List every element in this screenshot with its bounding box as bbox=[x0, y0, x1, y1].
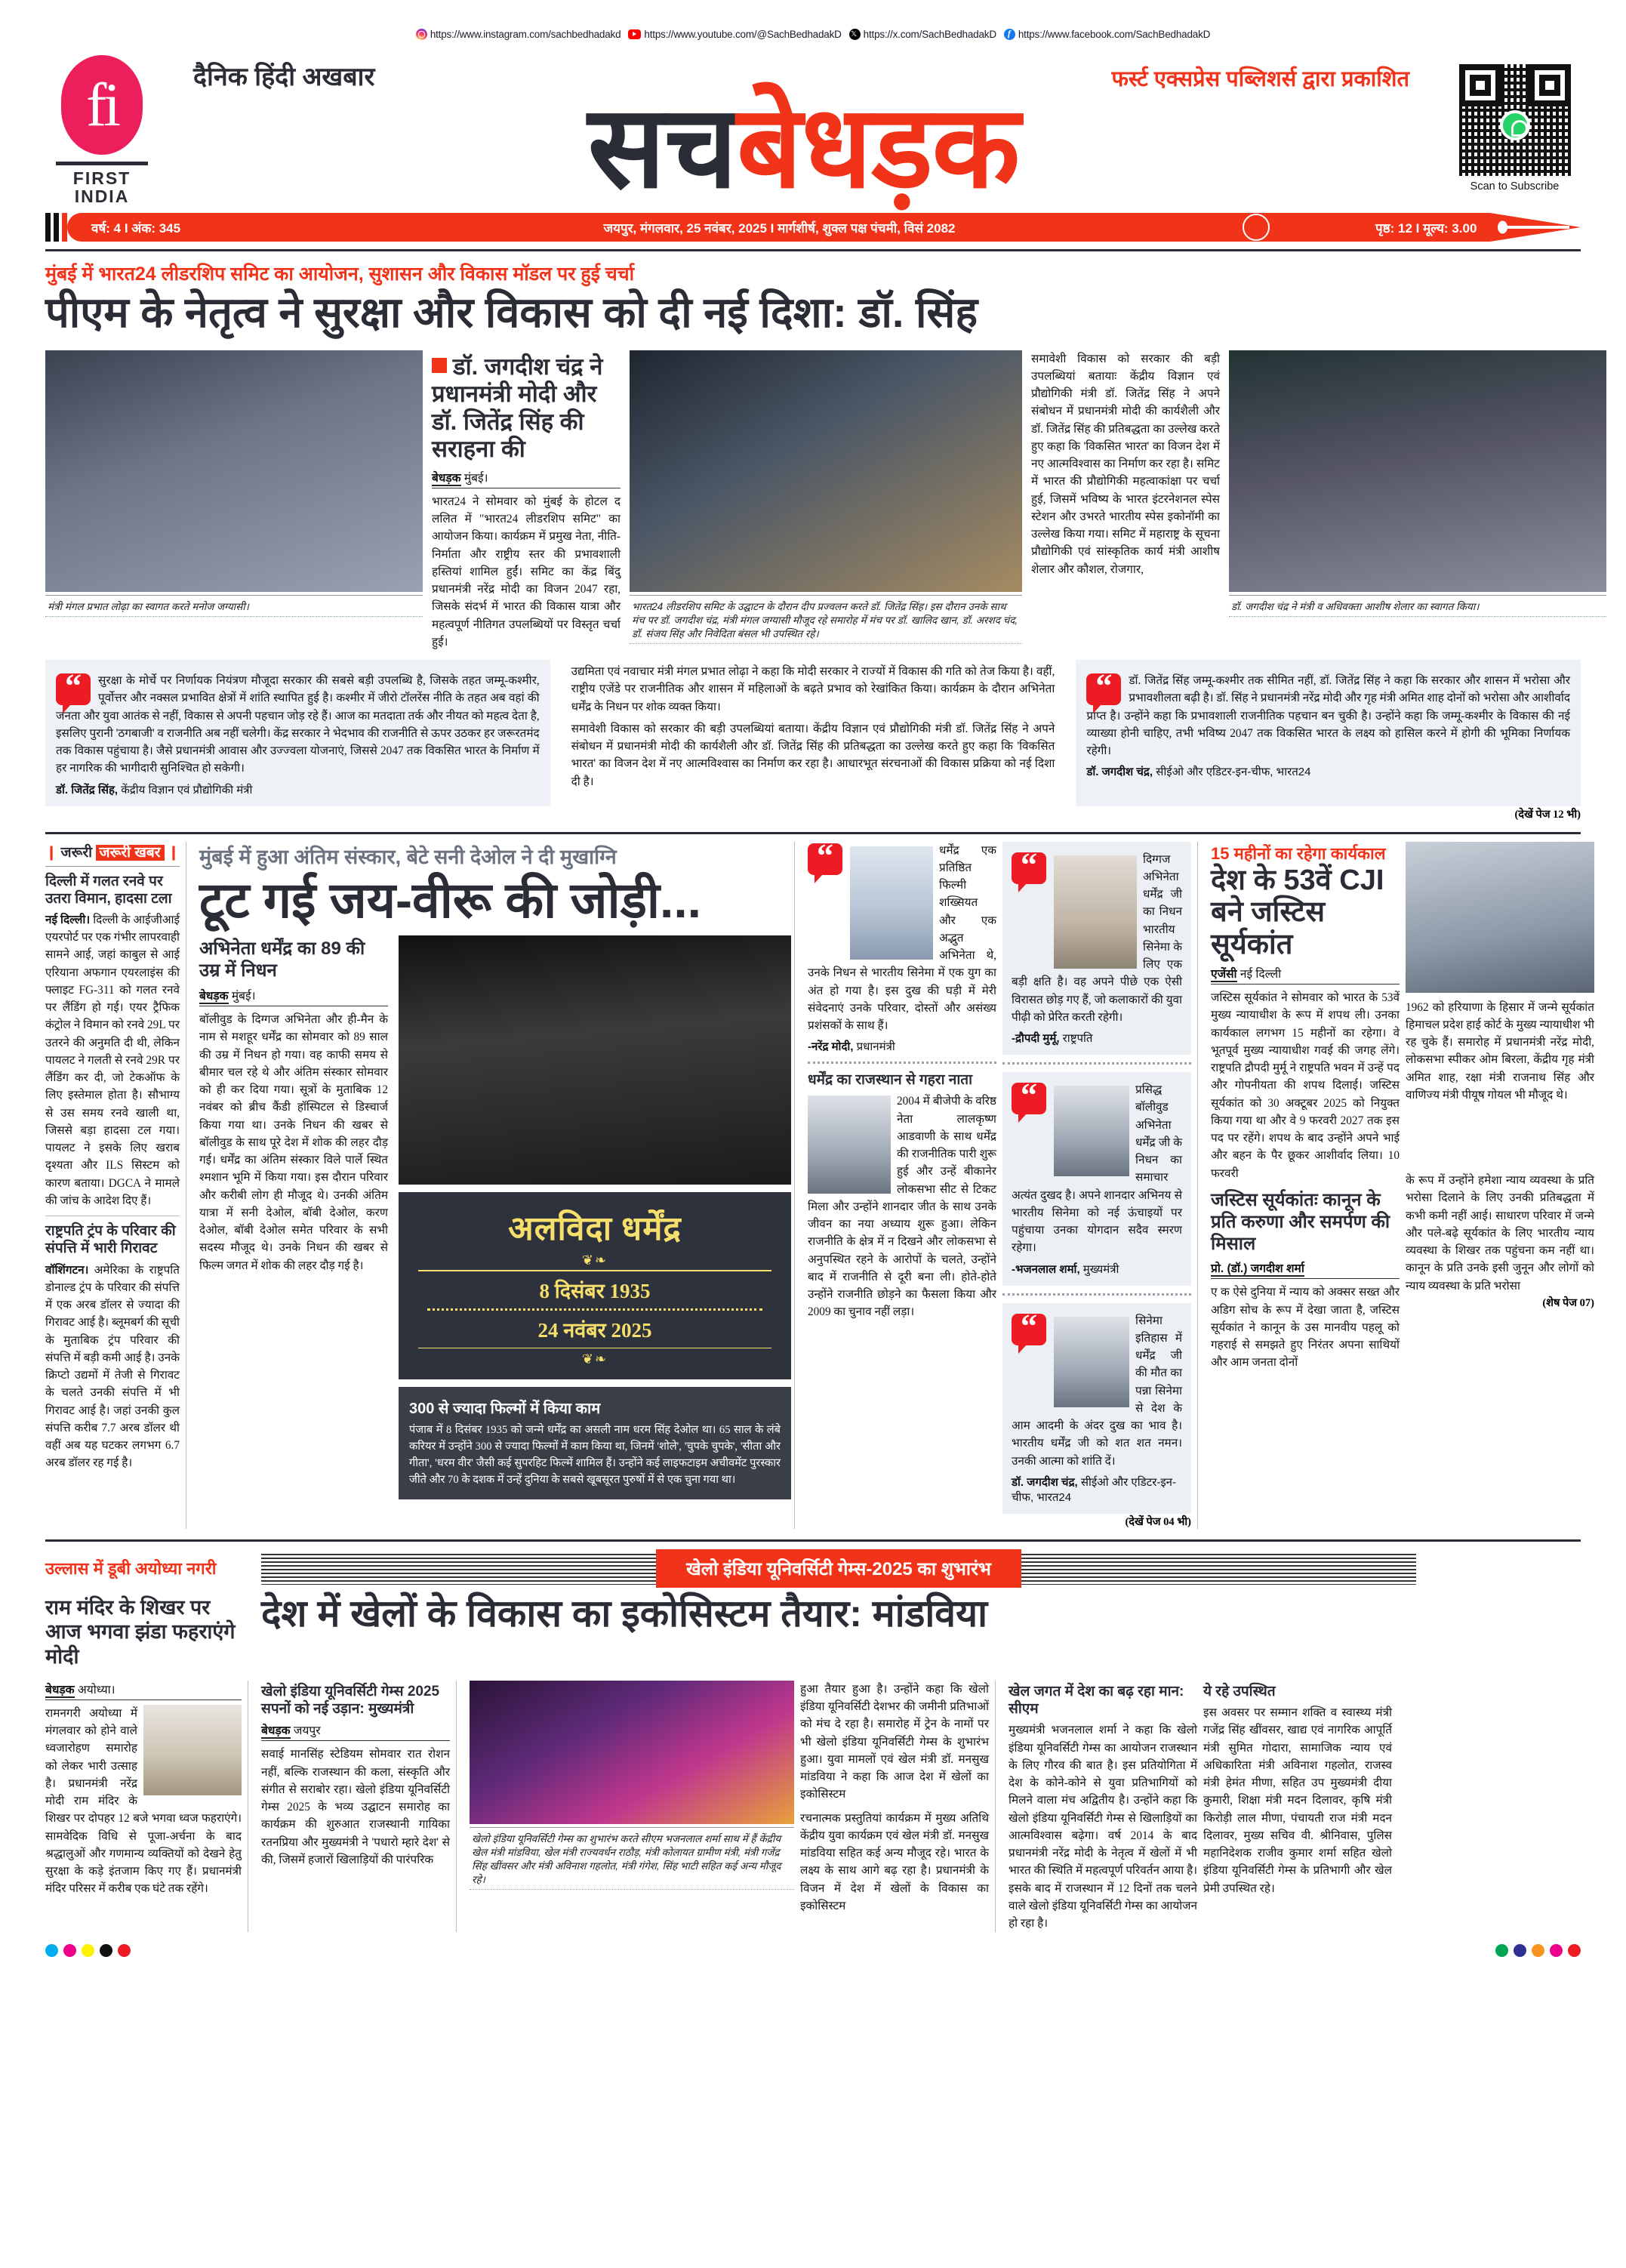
lead-quote-1-name: डॉ. जितेंद्र सिंह, bbox=[56, 783, 119, 797]
sidebar-item-2-dateline: वॉशिंगटन। bbox=[45, 1263, 89, 1277]
memorial-ornament-bottom-icon: ❦❧ bbox=[581, 1351, 608, 1367]
bottom-banner-row bbox=[45, 1542, 1581, 1588]
lead-quote-1-role: केंद्रीय विज्ञान एवं प्रौद्योगिकी मंत्री bbox=[121, 783, 253, 797]
facebook-url: https://www.facebook.com/SachBedhadakD bbox=[1018, 29, 1211, 40]
obituary-byline bbox=[199, 987, 388, 1006]
condolence-1-role: प्रधानमंत्री bbox=[856, 1040, 895, 1054]
condolence-1-name: -नरेंद्र मोदी, bbox=[808, 1040, 854, 1054]
masthead-title-block bbox=[175, 51, 1432, 211]
obituary-text-column bbox=[199, 935, 388, 1499]
sports-headline: देश में खेलों के विकास का इकोसिस्टम तैयार: मांडविया bbox=[261, 1592, 988, 1635]
sports-column-4 bbox=[1203, 1681, 1392, 1932]
condolence-1-attr bbox=[808, 1039, 996, 1054]
condolence-4-role: सीईओ और एडिटर-इन-चीफ, भारत24 bbox=[1012, 1475, 1177, 1504]
obituary-page-hint[interactable]: (देखें पेज 04 भी) bbox=[1125, 1515, 1191, 1528]
sidebar-left bbox=[45, 842, 180, 1529]
pages-and-price: पृष्ठ: 12 I मूल्य: 3.00 bbox=[1369, 213, 1490, 242]
social-link-x[interactable] bbox=[849, 29, 996, 40]
cji-body-col2: 1962 को हरियाणा के हिसार में जन्मे सूर्यकांत हिमाचल प्रदेश हाई कोर्ट के मुख्य न्यायाधीश भी रह चुके हैं। समारोह में प्रधानमंत्री नरेंद्र मोदी, लोकसभा स्पीकर ओम बिरला, केंद्रीय गृह मंत्री अमित शाह, रक्षा मंत्री राजनाथ सिंह और वाणिज्य मंत्री पीयूष गोयल भी मौजूद थे। bbox=[1406, 1000, 1594, 1102]
logo-india-label: INDIA bbox=[74, 186, 130, 207]
lead-quote-1-attr bbox=[56, 782, 540, 797]
footer-color-dots bbox=[0, 1932, 1626, 1957]
modi-photo bbox=[850, 846, 933, 960]
condolence-3 bbox=[1002, 1072, 1191, 1286]
lead-photo-right bbox=[1229, 350, 1606, 592]
sports-column-1 bbox=[261, 1681, 450, 1932]
condolence-2-attr bbox=[1012, 1031, 1182, 1046]
masthead bbox=[0, 46, 1626, 211]
lead-quote-2-text: उद्यमिता एवं नवाचार मंत्री मंगल प्रभात लोढ़ा ने कहा कि मोदी सरकार ने राज्यों में विकास की गति को तेज किया है। वहीं, राष्ट्रीय एजेंडे पर राजनीतिक और शासन में महिलाओं के बढ़ते प्रभाव को रेखांकित किया। कार्यक्रम के दौरान अभिनेता धर्मेंद्र के निधन पर शोक व्यक्त किया। bbox=[571, 665, 1055, 713]
bottom-columns-grid bbox=[45, 1673, 1581, 1932]
tagline-right: फर्स्ट एक्सप्रेस पब्लिशर्स द्वारा प्रकाशित bbox=[1111, 67, 1409, 91]
ayodhya-byline bbox=[45, 1681, 242, 1700]
vertical-divider-2 bbox=[794, 842, 802, 1529]
dharmendra-politics-photo bbox=[808, 1095, 891, 1194]
memorial-name: अलविदा धर्मेंद्र bbox=[508, 1210, 682, 1248]
memorial-dotted-rule bbox=[427, 1308, 762, 1311]
middle-section bbox=[0, 834, 1626, 1529]
condolence-2-name: -द्रौपदी मुर्मू, bbox=[1012, 1032, 1060, 1046]
cji-sub-headline: जस्टिस सूर्यकांतः कानून के प्रति करुणा और समर्पण की मिसाल bbox=[1211, 1189, 1390, 1254]
lead-quote-1-text: सुरक्षा के मोर्चे पर निर्णायक नियंत्रण मौजूदा सरकार की सबसे बड़ी उपलब्धि है, जिसके तहत जम्मू-कश्मीर, पूर्वोत्तर और नक्सल प्रभावित क्षेत्रों में शांति स्थापित हुई है। कश्मीर में जीरो टॉलरेंस नीति के तहत अब वहां की जनता और युवा आतंक से नहीं, विकास से अपनी पहचान जोड़ रहे हैं। आज का मतदाता तर्क और नीयत को महत्व देता है, इसलिए पुरानी 'ठगबाजी' व राजनीति अब नहीं चलेगी। केंद्र सरकार ने भेदभाव की राजनीति से ऊपर उठकर हर जरूरतमंद तक विकास पहुंचाया है। जैसे प्रधानमंत्री आवास और उज्ज्वला योजनाएं, जिससे 2047 तक विकसित भारत के निर्माण में हर नागरिक की भागीदारी सुनिश्चित हो सकेगी। bbox=[56, 674, 540, 775]
obituary-main bbox=[199, 842, 788, 1529]
obituary-byline-source: बेधड़क bbox=[199, 990, 229, 1003]
vertical-divider-3 bbox=[1197, 842, 1205, 1529]
ayodhya-body: रामनगरी अयोध्या में मंगलवार को होने वाले ध्वजारोहण समारोह को लेकर भारी उत्साह है। प्रधानमंत्री नरेंद्र मोदी राम मंदिर के शिखर पर दोपहर 12 बजे भगवा ध्वज फहराएंगे। सामवेदिक विधि से पूजा-अर्चना के बाद श्रद्धालुओं और गणमान्य व्यक्तियों को देखने हेतु सुरक्षा के कड़े इंतजाम किए गए हैं। प्रधानमंत्री मंदिर परिसर में करीब एक घंटे तक रहेंगे। bbox=[45, 1706, 242, 1896]
condolence-1-text: धर्मेंद्र एक प्रतिष्ठित फिल्मी शख्सियत और एक अद्भुत अभिनेता थे, उनके निधन से भारतीय सिनेमा में एक युग का अंत हो गया है। इस दुख की घड़ी में मेरी संवेदनाएं उनके परिवार, दोस्तों और असंख्य प्रशंसकों के साथ हैं। bbox=[808, 843, 996, 1033]
lead-subhead-column bbox=[432, 350, 621, 652]
lead-quote-3-role: सीईओ और एडिटर-इन-चीफ, भारत24 bbox=[1156, 766, 1311, 779]
lead-quote-row bbox=[45, 651, 1581, 806]
logo-divider-bar bbox=[56, 162, 148, 165]
condolence-separator-a bbox=[808, 1062, 996, 1064]
logo-first-label: FIRST bbox=[72, 168, 131, 188]
lead-body-col2-block bbox=[1031, 350, 1220, 652]
lead-sub-headline: डॉ. जगदीश चंद्र ने प्रधानमंत्री मोदी और डॉ. जितेंद्र सिंह की सराहना की bbox=[432, 353, 603, 463]
quote-mark-icon: “ bbox=[56, 673, 91, 705]
sports-sub2-text: मुख्यमंत्री भजनलाल शर्मा ने कहा कि खेलो इंडिया यूनिवर्सिटी गेम्स का आयोजन राजस्थान के लिए गौरव की बात है। इस प्रतियोगिता में देश के कोने-कोने से युवा प्रतिभागियों को मिलने वाला मंच अद्वितीय है। उन्होंने कहा कि खेलो इंडिया यूनिवर्सिटी गेम्स से खिलाड़ियों का आत्मविश्वास बढ़ेगा। वर्ष 2014 के बाद प्रधानमंत्री नरेंद्र मोदी के नेतृत्व में खेलों में भी भारत की स्थिति में महत्वपूर्ण परिवर्तन आया है। इसके बाद में राजस्थान में 12 दिनों तक चलने वाले खेलो इंडिया यूनिवर्सिटी गेम्स का आयोजन हो रहा है। bbox=[1009, 1724, 1197, 1931]
instagram-url: https://www.instagram.com/sachbedhadakd bbox=[430, 29, 621, 40]
pen-nib-icon bbox=[1490, 213, 1581, 242]
memorial-died-date: 24 नवंबर 2025 bbox=[537, 1318, 652, 1342]
lead-page-hint[interactable]: (देखें पेज 12 भी) bbox=[1514, 808, 1581, 821]
lead-photo-center-caption: भारत24 लीडरशिप समिट के उद्घाटन के दौरान दीप प्रज्वलन करते डॉ. जितेंद्र सिंह। इस दौरान उनके साथ मंच पर डॉ. जगदीश चंद्र, मंत्री मंगल जग्यासी मौजूद रहे समारोह में मंच पर डॉ. खालिद खान, डॉ. अरशद चंद, डॉ. संजय सिंह और निवेदिता बंसल भी उपस्थित रहे। bbox=[630, 595, 1022, 644]
condolence-separator-c bbox=[1002, 1293, 1191, 1296]
cji-page-hint[interactable]: (शेष पेज 07) bbox=[1542, 1296, 1594, 1309]
sports-column-2 bbox=[800, 1681, 989, 1932]
lead-body-col2: समावेशी विकास को सरकार की बड़ी उपलब्धियां बतायाः केंद्रीय विज्ञान एवं प्रौद्योगिकी मंत्री डॉ. जितेंद्र सिंह ने अपने संबोधन में प्रधानमंत्री मोदी की कार्यशैली और डॉ. जितेंद्र सिंह की प्रतिबद्धता का उल्लेख करते हुए कहा कि 'विकसित भारत' का विजन देश में नए आत्मविश्वास का निर्माण कर रहा है। समिट में भारत की प्रौद्योगिकी महत्वाकांक्षा पर चर्चा हुई, जिसमें भविष्य के भारत इंटरनेशनल स्पेस स्टेशन और उभरते भारतीय स्पेस इकोनॉमी का उल्लेख किया गया। समिट में महाराष्ट्र के सूचना प्रौद्योगिकी एवं सांस्कृतिक कार्य मंत्री आशीष शेलार और कौशल, रोजगार, bbox=[1031, 352, 1220, 576]
youtube-url: https://www.youtube.com/@SachBedhadakD bbox=[644, 29, 842, 40]
condolence-3-text: प्रसिद्ध बॉलीवुड अभिनेता धर्मेंद्र जी के निधन का समाचार अत्यंत दुखद है। अपने शानदार अभिनय से भारतीय सिनेमा को नई ऊंचाइयों पर पहुंचाया उनका योगदान सदैव स्मरण रहेगा। bbox=[1012, 1083, 1182, 1255]
lead-photo-left-block bbox=[45, 350, 423, 652]
red-square-bullet-icon bbox=[432, 358, 447, 373]
datebar bbox=[45, 213, 1581, 242]
vertical-divider-1 bbox=[186, 842, 193, 1529]
sports-sub1-byline-source: बेधड़क bbox=[261, 1724, 291, 1738]
quote-mark-icon: “ bbox=[1012, 1314, 1046, 1345]
sports-col2-text: हुआ तैयार हुआ है। उन्होंने कहा कि खेलो इंडिया यूनिवर्सिटी देशभर की जमीनी प्रतिभाओं को मंच दे रहा है। समारोह में ट्रेन के नामों पर भी खेलो इंडिया यूनिवर्सिटी गेम्स के शुभारंभ हुआ। युवा मामलों एवं खेल मंत्री डॉ. मनसुख मांडविया ने कहा कि आज देश में खेलों का इकोसिस्टम bbox=[800, 1682, 989, 1801]
sports-sub2-title: खेल जगत में देश का बढ़ रहा मान: सीएम bbox=[1009, 1683, 1184, 1718]
youtube-icon bbox=[628, 29, 641, 39]
sidebar-item-1-dateline: नई दिल्ली। bbox=[45, 913, 91, 926]
datebar-main bbox=[67, 213, 1369, 242]
cji-column-2 bbox=[1406, 842, 1594, 1529]
dharmendra-photo bbox=[399, 935, 791, 1185]
quote-mark-icon: “ bbox=[808, 843, 842, 875]
instagram-icon bbox=[416, 29, 427, 40]
sidebar-section-tag: ❙ जरूरी जरूरी खबर ❙ bbox=[45, 842, 180, 867]
murmu-photo bbox=[1054, 855, 1137, 969]
memorial-born-date: 8 दिसंबर 1935 bbox=[539, 1279, 651, 1302]
vertical-divider-4 bbox=[248, 1681, 255, 1932]
tagline-left: दैनिक हिंदी अखबार bbox=[193, 63, 375, 91]
condolence-4-text: सिनेमा इतिहास में धर्मेंद्र जी की मौत का पन्ना सिनेमा से देश के आम आदमी के अंदर दुख का भाव है। भारतीय धर्मेंद्र जी को शत शत नमन। उनकी आत्मा को शांति दें। bbox=[1012, 1314, 1182, 1468]
sidebar-item-2-text: वॉशिंगटन। अमेरिका के राष्ट्रपति डोनाल्ड ट्रंप के परिवार की संपत्ति में एक अरब डॉलर से ज्यादा की गिरावट आई है। ब्लूमबर्ग की सूची के मुताबिक ट्रंप परिवार की संपत्ति में बड़ी कमी आई है। उनके क्रिप्टो उद्यमों में तेजी से गिरावट के चलते उनकी संपत्ति में भी गिरावट आई है। जहां उनकी कुल संपत्ति करीब 7.7 अरब डॉलर थी वहीं अब यह घटकर लगभग 6.7 अरब डॉलर रह गई है। bbox=[45, 1263, 180, 1470]
lead-photo-right-block bbox=[1229, 350, 1606, 652]
sports-sub1-title: खेलो इंडिया यूनिवर्सिटी गेम्स 2025 सपनों को नई उड़ान: मुख्यमंत्री bbox=[261, 1683, 440, 1718]
qr-caption: Scan to Subscribe bbox=[1470, 180, 1560, 193]
lead-quote-1 bbox=[45, 660, 550, 806]
ayodhya-headline: राम मंदिर के शिखर पर आज भगवा झंडा फहराएंगे मोदी bbox=[45, 1595, 236, 1668]
lead-quote-3 bbox=[1076, 660, 1581, 806]
cji-swearing-photo bbox=[1406, 842, 1594, 993]
middle-grid bbox=[45, 834, 1594, 1529]
color-dot-cyan bbox=[45, 1944, 58, 1957]
datebar-bars-icon bbox=[45, 213, 67, 242]
condolence-2 bbox=[1002, 842, 1191, 1055]
films-darkbox-title: 300 से ज्यादा फिल्मों में किया काम bbox=[409, 1401, 601, 1418]
sports-photo-caption: खेलो इंडिया यूनिवर्सिटी गेम्स का शुभारंभ करते सीएम भजनलाल शर्मा साथ में हैं केंद्रीय खेल मंत्री मांडविया, खेल मंत्री राज्यवर्धन राठौड़, मंत्री कोलायत ग्रामीण मंत्री, मंत्री गजेंद्र सिंह खींवसर और मंत्री अविनाश गहलोत, मंत्री गंगेश, सिंह भाटी सहित कई अन्य मौजूद रहे। bbox=[470, 1827, 794, 1890]
vertical-divider-6 bbox=[995, 1681, 1002, 1932]
cji-kicker: 15 महीनों का रहेगा कार्यकाल bbox=[1211, 843, 1386, 863]
obituary-byline-place: मुंबई। bbox=[231, 990, 256, 1003]
khelo-india-opening-photo bbox=[470, 1681, 794, 1824]
lead-grid bbox=[45, 344, 1581, 652]
memorial-box bbox=[399, 1192, 791, 1379]
obituary-subhead: अभिनेता धर्मेंद्र का 89 की उम्र में निधन bbox=[199, 938, 365, 981]
sports-sub3-title: ये रहे उपस्थित bbox=[1203, 1683, 1276, 1699]
obituary-body: बॉलीवुड के दिग्गज अभिनेता और ही-मैन के नाम से मशहूर धर्मेंद्र का सोमवार को 89 साल की उम्र में निधन हो गया। वह काफी समय से बीमार चल रहे थे और अंतिम संस्कार सोमवार को ही कर दिया गया। सूत्रों के मुताबिक 12 नवंबर को ब्रीच कैंडी हॉस्पिटल से डिस्चार्ज किया गया था। उनके निधन की खबर से बॉलीवुड के साथ पूरे देश में शोक की लहर दौड़ गई। धर्मेंद्र का अंतिम संस्कार विले पार्ले स्थित श्मशान भूमि में किया गया। इस दौरान परिवार और करीबी लोग ही मौजूद थे। उनकी अंतिम यात्रा में सनी देओल, बॉबी देओल, करण देओल, बॉबी देओल समेत परिवार के सभी सदस्य मौजूद थे। उनके निधन की खबर से फिल्म जगत में शोक की लहर दौड़ गई है। bbox=[199, 1013, 388, 1272]
vertical-divider-5 bbox=[456, 1681, 463, 1932]
cji-headline: देश के 53वें CJI बने जस्टिस सूर्यकांत bbox=[1211, 864, 1384, 960]
memorial-rule-top bbox=[418, 1270, 771, 1271]
lead-quote-2 bbox=[561, 660, 1066, 806]
nameplate-bedhadak: बेधड़क bbox=[736, 83, 1020, 211]
cji-sub-col1: ए क ऐसे दुनिया में न्याय को अक्सर सख्त और अडिग सोच के रूप में देखा जाता है, जस्टिस सूर्यकांत ने कानून के उस मानवीय पहलू को गहराई से समझते हुए निरंतर अपना साथियों और आम जनता दोनों bbox=[1211, 1286, 1400, 1370]
cji-sub-byline: प्रो. (डॉ.) जगदीश शर्मा bbox=[1211, 1259, 1400, 1279]
sports-photo-column bbox=[470, 1681, 794, 1932]
cji-column-1 bbox=[1211, 842, 1400, 1529]
x-url: https://x.com/SachBedhadakD bbox=[863, 29, 996, 40]
bottom-headline-row bbox=[45, 1588, 1581, 1673]
ayodhya-byline-place: अयोध्या। bbox=[77, 1683, 115, 1696]
films-darkbox-text: पंजाब में 8 दिसंबर 1935 को जन्मे धर्मेंद्र का असली नाम धरम सिंह देओल था। 65 साल के लंबे करियर में उन्होंने 300 से ज्यादा फिल्मों में काम किया था, जिनमें 'शोले', 'चुपके चुपके', 'सीता और गीता', 'धरम वीर' जैसी कई सुपरहिट फिल्में शामिल हैं। उन्होंने कई लाइफटाइम अचीवमेंट पुरस्कार जीते और 70 के दशक में उन्हें दुनिया के सबसे खूबसूरत पुरुषों में से एक चुना गया था। bbox=[409, 1424, 781, 1487]
bhajanlal-sharma-photo bbox=[1054, 1086, 1129, 1176]
modi-temple-photo bbox=[143, 1705, 242, 1795]
lead-kicker: मुंबई में भारत24 लीडरशिप समिट का आयोजन, सुशासन और विकास मॉडल पर हुई चर्चा bbox=[45, 263, 635, 285]
lead-body-col1: भारत24 ने सोमवार को मुंबई के होटल द ललित में "भारत24 लीडरशिप समिट" का आयोजन किया। कार्यक्रम में प्रमुख नेता, नीति-निर्माता और राष्ट्रीय स्तर की प्रभावशाली हस्तियां शामिल हुईं। समिट का केंद्र बिंदु प्रधानमंत्री नरेंद्र मोदी का विजन 2047 रहा, जिसके संदर्भ में भारत की विकास यात्रा और महत्वपूर्ण नीतिगत उपलब्धियों पर विस्तृत चर्चा हुई। bbox=[432, 495, 621, 649]
condolence-column-a bbox=[808, 837, 996, 1529]
facebook-icon bbox=[1004, 29, 1015, 40]
lead-quote-3-attr bbox=[1086, 764, 1570, 779]
color-dot-red bbox=[118, 1944, 131, 1957]
issue-number: वर्ष: 4 I अंक: 345 bbox=[91, 220, 181, 236]
sidebar-item-1-title[interactable]: दिल्ली में गलत रनवे पर उतरा विमान, हादसा टला bbox=[45, 873, 172, 907]
obituary-upper-grid bbox=[199, 935, 788, 1499]
publication-date: जयपुर, मंगलवार, 25 नवंबर, 2025 I मार्गशीर्ष, शुक्ल पक्ष पंचमी, विसं 2082 bbox=[603, 220, 956, 236]
lead-photo-left bbox=[45, 350, 423, 592]
sports-col3-text: रचनात्मक प्रस्तुतियां कार्यक्रम में मुख्य अतिथि केंद्रीय युवा कार्यक्रम एवं खेल मंत्री डॉ. मनसुख मांडविया सहित कई अन्य मौजूद रहे। भारत के लक्ष्य के साथ आगे बढ़ रहा है। प्रधानमंत्री के विजन में देश में खेलों के विकास का इकोसिस्टम bbox=[800, 1811, 989, 1912]
quote-mark-icon: “ bbox=[1012, 852, 1046, 884]
datebar-circle-ornament bbox=[1243, 214, 1270, 241]
sports-sub1-text: सवाई मानसिंह स्टेडियम सोमवार रात रोशन नहीं, बल्कि राजस्थान की कला, संस्कृति और संगीत से सराबोर रहा। खेलो इंडिया यूनिवर्सिटी गेम्स 2025 के भव्य उद्घाटन समारोह का कार्यक्रम की शुरुआत राजस्थानी गायिका रतनप्रिया और मुख्यमंत्री ने 'पधारो म्हारे देश' से की, जिसमें हजारों खिलाड़ियों की पारंपरिक bbox=[261, 1748, 450, 1866]
ayodhya-byline-source: बेधड़क bbox=[45, 1683, 75, 1696]
color-dot-black bbox=[100, 1944, 112, 1957]
quote-mark-icon: “ bbox=[1012, 1083, 1046, 1114]
sports-sub1-byline-place: जयपुर bbox=[293, 1724, 321, 1738]
hatch-ornament-left bbox=[261, 1552, 656, 1585]
memorial-rule-bottom bbox=[418, 1348, 771, 1349]
lead-byline-source: बेधड़क bbox=[432, 471, 461, 485]
lead-quote-3-text: डॉ. जितेंद्र सिंह जम्मू-कश्मीर तक सीमित नहीं, डॉ. जितेंद्र सिंह ने कहा कि सरकार और शासन में भरोसा और प्रभावशीलता बढ़ी है। डॉ. सिंह ने प्रधानमंत्री नरेंद्र मोदी और गृह मंत्री अमित शाह दोनों को भरोसा और आशीर्वाद प्राप्त है। उन्होंने कहा कि प्रभावशाली राजनीतिक पहचान बन चुकी है। उन्होंने कहा कि जम्मू-कश्मीर के विकास की नई व्याख्या होनी चाहिए, तभी भविष्य 2047 तक विकसित भारत के लक्ष्य को हासिल करने में होगी की भूमिका निर्णायक रहेगी। bbox=[1086, 674, 1571, 758]
social-links-strip bbox=[0, 0, 1626, 46]
color-dot-orange bbox=[1532, 1944, 1544, 1957]
rajasthan-box-title: धर्मेंद्र का राजस्थान से गहरा नाता bbox=[808, 1072, 972, 1089]
obituary-headline: टूट गई जय-वीरू की जोड़ी... bbox=[199, 871, 702, 928]
lead-headline: पीएम के नेतृत्व ने सुरक्षा और विकास को दी नई दिशा: डॉ. सिंह bbox=[45, 288, 978, 336]
condolence-2-text: दिग्गज अभिनेता धर्मेंद्र जी का निधन भारतीय सिनेमा के लिए एक बड़ी क्षति है। वह अपने पीछे एक ऐसी विरासत छोड़ गए हैं, जो कलाकारों की युवा पीढ़ी को प्रेरित करती रहेगी। bbox=[1012, 852, 1182, 1024]
color-dot-green bbox=[1495, 1944, 1508, 1957]
lead-photo-center-block bbox=[630, 350, 1022, 652]
sidebar-item-2-title[interactable]: राष्ट्रपति ट्रंप के परिवार की संपत्ति में भारी गिरावट bbox=[45, 1223, 176, 1257]
condolence-4-attr bbox=[1012, 1475, 1182, 1505]
color-dots-left bbox=[45, 1944, 131, 1957]
social-link-youtube[interactable] bbox=[628, 29, 841, 40]
sports-banner-label: खेलो इंडिया यूनिवर्सिटी गेम्स-2025 का शुभारंभ bbox=[656, 1549, 1021, 1588]
qr-code-icon[interactable] bbox=[1459, 64, 1571, 176]
cji-byline-place: नई दिल्ली bbox=[1240, 968, 1282, 981]
subscribe-qr-block[interactable] bbox=[1449, 51, 1581, 193]
logo-fi-text: fi bbox=[85, 70, 119, 139]
obituary-photo-column bbox=[399, 935, 791, 1499]
lead-story bbox=[0, 251, 1626, 821]
color-dot-yellow bbox=[82, 1944, 94, 1957]
memorial-ornament-top-icon: ❦❧ bbox=[581, 1253, 608, 1268]
bottom-section bbox=[0, 1542, 1626, 1933]
sports-sub1-byline bbox=[261, 1721, 450, 1741]
cji-sub-col2: के रूप में उन्होंने हमेशा न्याय व्यवस्था के प्रति भरोसा दिलाने के लिए उनकी प्रतिबद्धता में कभी कमी नहीं आई। साधारण परिवार में जन्मे और पले-बढ़े सूर्यकांत के लिए भारतीय न्याय व्यवस्था के शिखर तक पहुंचना कम नहीं था। कानून के प्रति उनके इसी जुनून और लोगों को न्याय व्यवस्था के प्रति भरोसा bbox=[1406, 1174, 1594, 1293]
lead-photo-center bbox=[630, 350, 1022, 592]
sports-sub3-text: इस अवसर पर सम्मान शक्ति व स्वास्थ्य मंत्री गजेंद्र सिंह खींवसर, खाद्य एवं नागरिक आपूर्ति मंत्री सुमित गोदारा, सामाजिक न्याय एवं अधिकारिता मंत्री अविनाश गहलोत, राजस्व मंत्री हेमंत मीणा, सहित उप मुख्यमंत्री दीया कुमारी, शिक्षा मंत्री मदन दिलावर, कृषि मंत्री किरोड़ी लाल मीणा, पंचायती राज मंत्री मदन दिलावर, मुख्य सचिव वी. श्रीनिवास, पुलिस महानिदेशक राजीव कुमार शर्मा सहित खेलो इंडिया यूनिवर्सिटी गेम्स के प्रतिभागी और खेल प्रेमी उपस्थित रहे। bbox=[1203, 1706, 1392, 1895]
first-india-logo-mark bbox=[61, 55, 143, 155]
rajasthan-box bbox=[808, 1071, 996, 1320]
jagdish-chandra-photo bbox=[1054, 1317, 1129, 1407]
lead-photo-left-caption: मंत्री मंगल प्रभात लोढ़ा का स्वागत करते मनोज जग्यासी। bbox=[45, 595, 423, 617]
obituary-kicker: मुंबई में हुआ अंतिम संस्कार, बेटे सनी देओल ने दी मुखाग्नि bbox=[199, 845, 617, 868]
condolence-column-b bbox=[1002, 842, 1191, 1529]
condolence-3-name: -भजनलाल शर्मा, bbox=[1012, 1262, 1080, 1276]
x-twitter-icon bbox=[849, 29, 861, 40]
lead-quote-2-extra: समावेशी विकास को सरकार की बड़ी उपलब्धियां बताया। केंद्रीय विज्ञान एवं प्रौद्योगिकी मंत्री डॉ. जितेंद्र सिंह ने अपने संबोधन में प्रधानमंत्री मोदी की कार्यशैली और डॉ. जितेंद्र सिंह की प्रतिबद्धता का उल्लेख करते हुए कहा कि 'विकसित भारत' का विजन देश में नए आत्मविश्वास का निर्माण कर रहा है। आधारभूत संरचनाओं की विकास प्रक्रिया को नई दिशा दी है। bbox=[571, 722, 1055, 788]
color-dot-blue bbox=[1514, 1944, 1526, 1957]
condolence-3-attr bbox=[1012, 1262, 1182, 1277]
hatch-ornament-right bbox=[1021, 1552, 1416, 1585]
quote-mark-icon: “ bbox=[1086, 673, 1121, 705]
lead-byline bbox=[432, 469, 621, 488]
cji-body-col1: जस्टिस सूर्यकांत ने सोमवार को भारत के 53वें मुख्य न्यायाधीश के रूप में शपथ ली। उनका कार्यकाल लगभग 15 महीनों का रहेगा। वे भूतपूर्व मुख्य न्यायाधीश गवई की जगह लेंगे। राष्ट्रपति द्रौपदी मुर्मू ने राष्ट्रपति भवन में उन्हें पद और गोपनीयता की शपथ दिलाई। जस्टिस सूर्यकांत को 30 अक्टूबर 2025 को नियुक्त किया गया था और वे 9 फरवरी 2027 तक इस पद पर रहेंगे। शपथ के बाद उन्होंने अपने भाई और बहन के पैर छूकर आशीर्वाद लिया। 10 फरवरी bbox=[1211, 991, 1400, 1180]
condolence-2-role: राष्ट्रपति bbox=[1062, 1032, 1093, 1046]
nameplate bbox=[175, 83, 1432, 211]
condolence-1 bbox=[808, 837, 996, 1055]
condolence-3-role: मुख्यमंत्री bbox=[1082, 1262, 1119, 1276]
lead-byline-place: मुंबई। bbox=[463, 471, 488, 485]
condolence-4-name: डॉ. जगदीश चंद्र, bbox=[1012, 1475, 1078, 1489]
whatsapp-icon bbox=[1500, 110, 1530, 140]
sports-banner bbox=[261, 1549, 1416, 1588]
lead-quote-3-name: डॉ. जगदीश चंद्र, bbox=[1086, 766, 1153, 779]
color-dot-red-2 bbox=[1568, 1944, 1581, 1957]
social-link-instagram[interactable] bbox=[416, 29, 621, 40]
sidebar-item-1-text: नई दिल्ली। दिल्ली के आईजीआई एयरपोर्ट पर एक गंभीर लापरवाही सामने आई, जहां काबुल से आई एरियाना अफगान एयरलाइंस की फ्लाइट FG-311 को गलत रनवे पर लैंडिंग हो गई। एयर ट्रैफिक कंट्रोल ने विमान को रनवे 29L पर उतरने की अनुमति दी थी, लेकिन पायलट ने गलती से रनवे 29R पर लैंडिंग कर दी, जो टेकऑफ के लिए इस्तेमाल होता है। सौभाग्य से उस समय रनवे खाली था, जिससे बड़ा हादसा टल गया। पायलट ने इसके लिए खराब दृश्यता और ILS सिस्टम को कारण बताया। DGCA ने मामले की जांच के आदेश दिए हैं। bbox=[45, 913, 180, 1207]
sports-column-3 bbox=[1009, 1681, 1197, 1932]
cji-byline-source: एजेंसी bbox=[1211, 968, 1237, 981]
films-darkbox bbox=[399, 1387, 791, 1499]
color-dot-magenta-2 bbox=[1550, 1944, 1563, 1957]
cji-byline bbox=[1211, 965, 1400, 985]
condolence-separator-b bbox=[1002, 1062, 1191, 1065]
rajasthan-box-text: 2004 में बीजेपी के वरिष्ठ नेता लालकृष्ण आडवाणी के साथ धर्मेंद्र की राजनीतिक पारी शुरू हुई और उन्हें बीकानेर लोकसभा सीट से टिकट मिला और उन्होंने शानदार जीत के साथ उनके जीवन का नया अध्याय शुरू हुआ। लेकिन राजनीति के क्षेत्र में न दिखने और लोकसभा से अनुपस्थित रहने के आरोपों के चलते, उन्होंने बाद में राजनीति से दूरी बना ली। होते-होते उन्होंने राजनीति छोड़ने का फैसला किया और 2009 का चुनाव नहीं लड़ा। bbox=[808, 1095, 996, 1319]
ayodhya-column bbox=[45, 1681, 242, 1932]
lead-photo-right-caption: डॉ. जगदीश चंद्र ने मंत्री व अधिवक्ता आशीष शेलार का स्वागत किया। bbox=[1229, 595, 1606, 617]
publisher-logo[interactable] bbox=[45, 51, 159, 205]
color-dot-magenta bbox=[63, 1944, 76, 1957]
social-link-facebook[interactable] bbox=[1004, 29, 1210, 40]
ayodhya-kicker: उल्लास में डूबी अयोध्या नगरी bbox=[45, 1559, 217, 1579]
color-dots-right bbox=[1495, 1944, 1581, 1957]
condolence-4 bbox=[1002, 1303, 1191, 1514]
nameplate-sach: सच bbox=[587, 83, 737, 211]
